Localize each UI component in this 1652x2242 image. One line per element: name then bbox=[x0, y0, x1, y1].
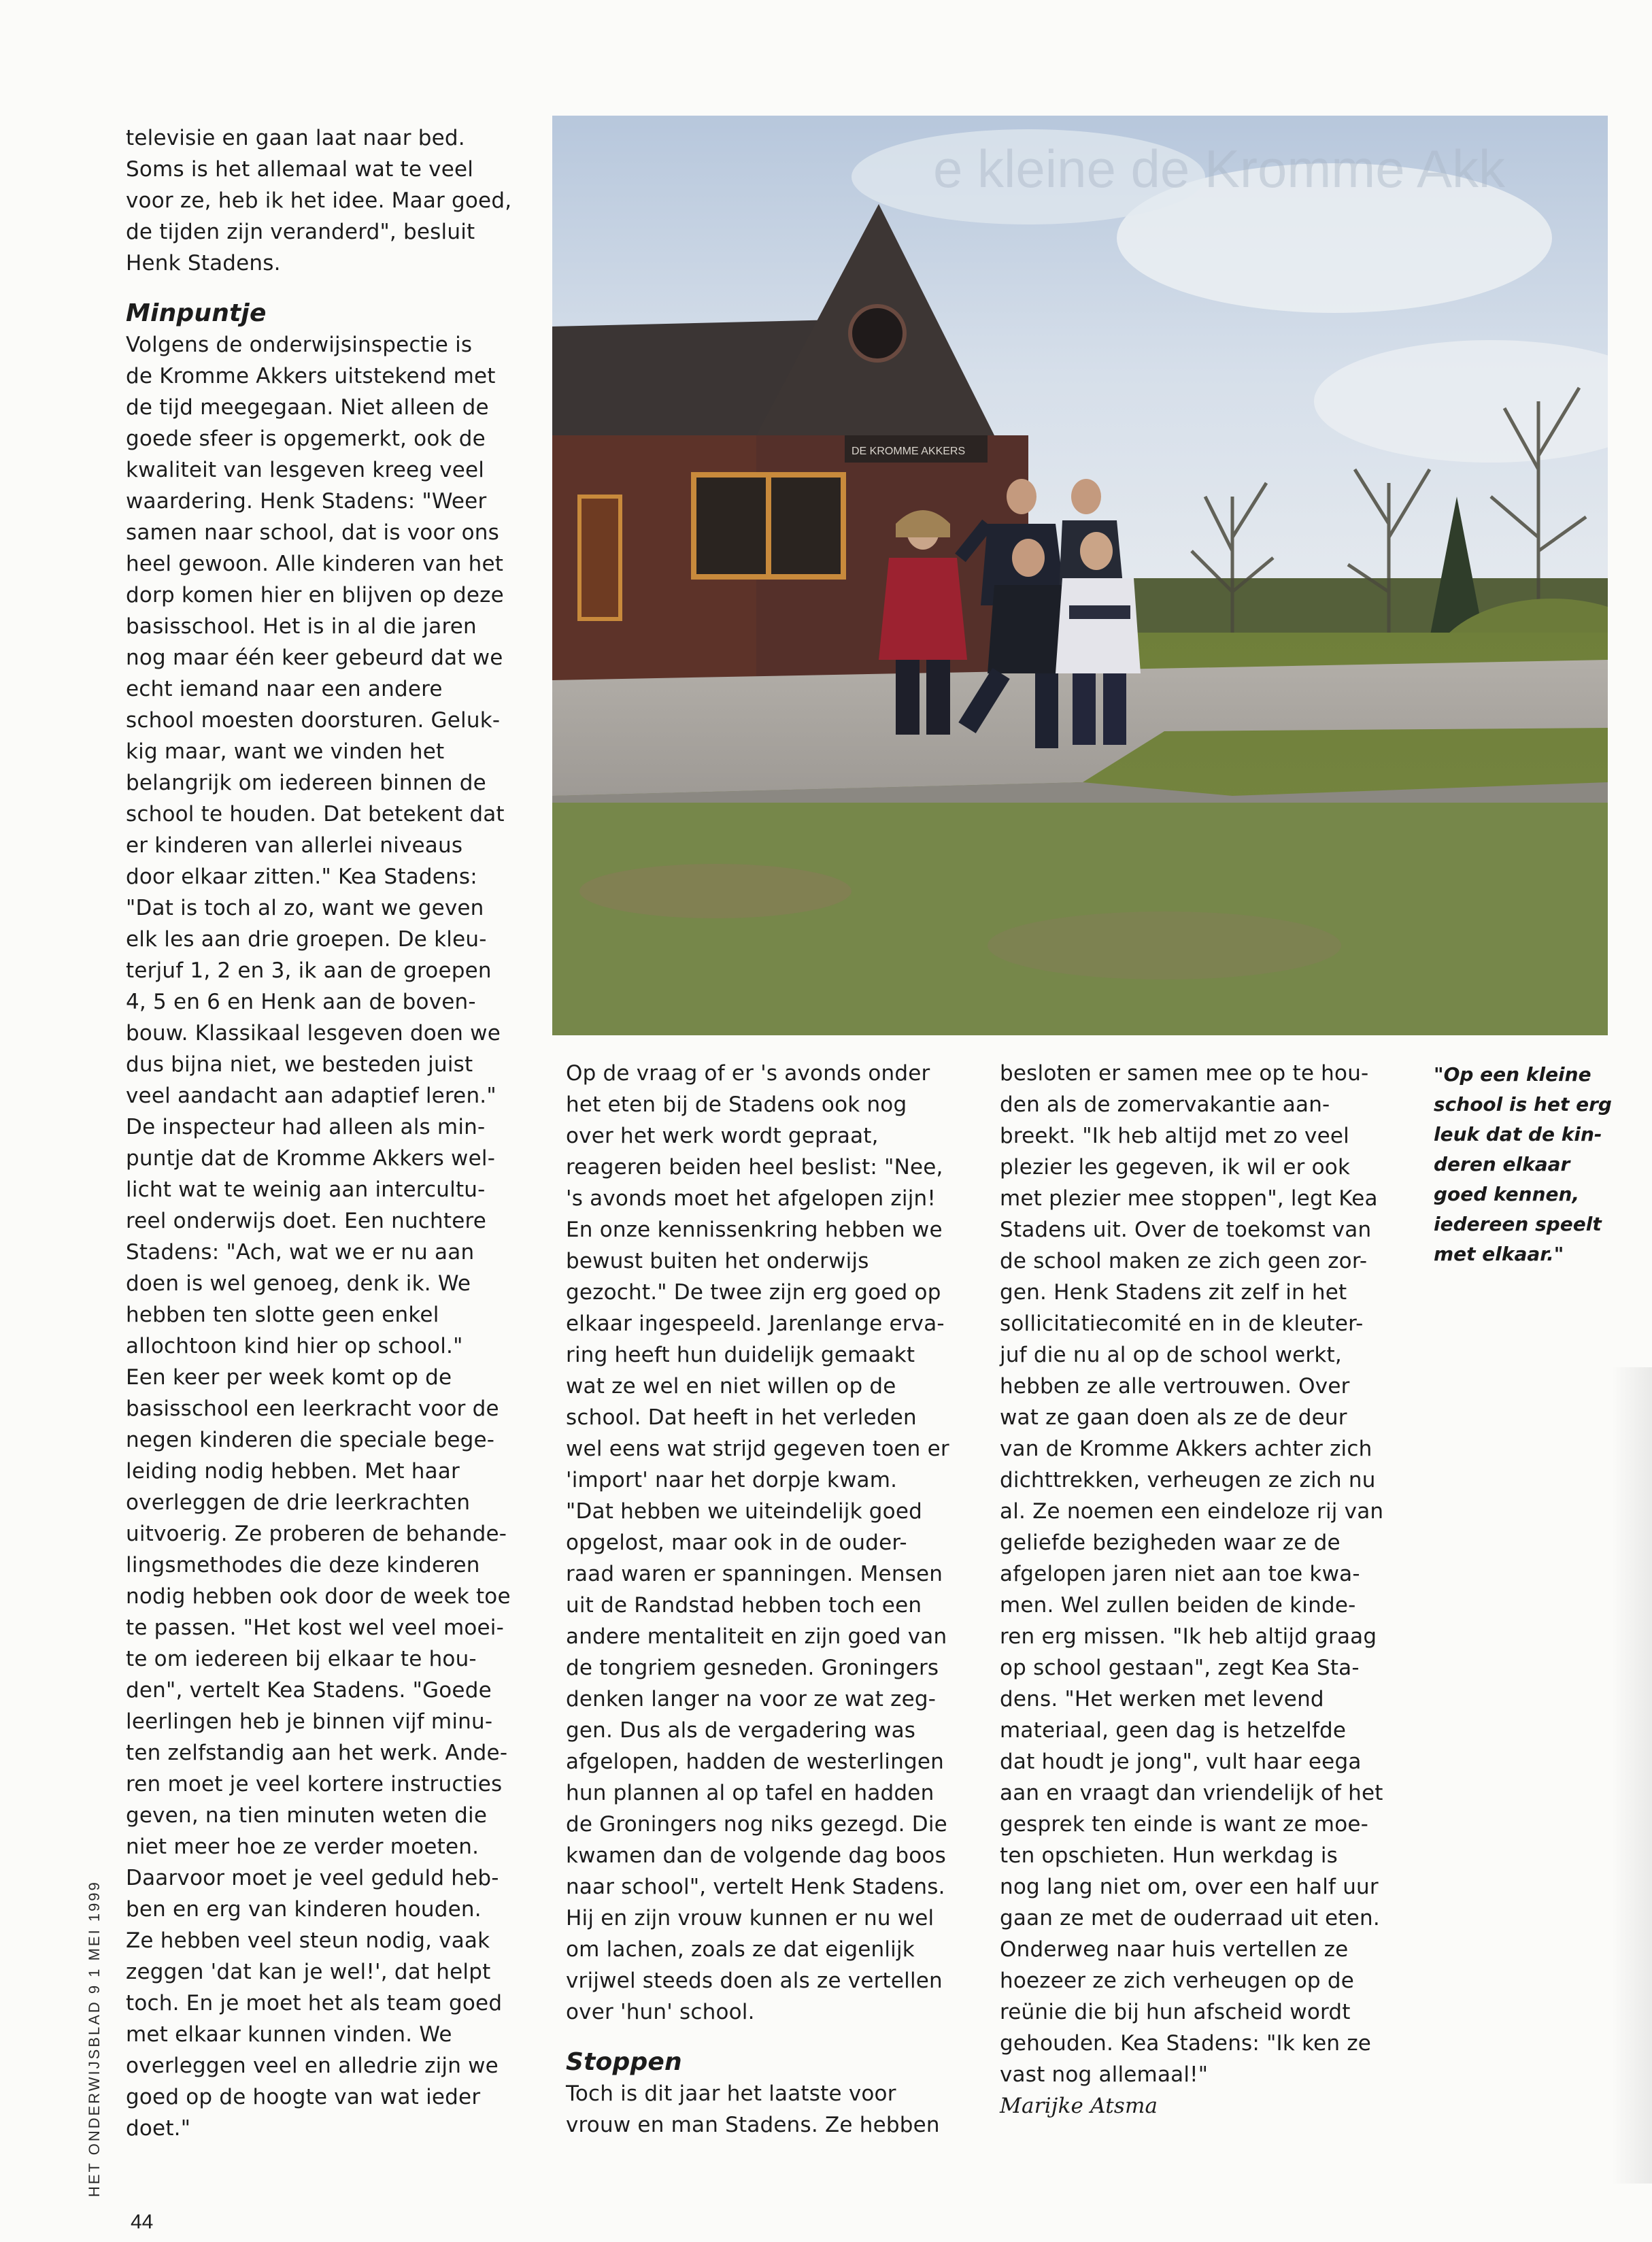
body-text-line: zeggen 'dat kan je wel!', dat helpt bbox=[126, 1960, 491, 1984]
pull-quote-line: goed kennen, bbox=[1434, 1183, 1580, 1205]
body-text-line: terjuf 1, 2 en 3, ik aan de groepen bbox=[126, 958, 492, 983]
body-text-line: niet meer hoe ze verder moeten. bbox=[126, 1835, 479, 1859]
body-text-line: vrijwel steeds doen als ze vertellen bbox=[566, 1969, 943, 1993]
body-text-line: materiaal, geen dag is hetzelfde bbox=[1000, 1718, 1347, 1743]
body-text-line: plezier les gegeven, ik wil er ook bbox=[1000, 1155, 1351, 1179]
body-text-line: geven, na tien minuten weten die bbox=[126, 1803, 488, 1828]
body-text-line: elkaar ingespeeld. Jarenlange erva- bbox=[566, 1311, 945, 1336]
pull-quote-line: met elkaar." bbox=[1434, 1243, 1564, 1265]
body-text-line: juf die nu al op de school werkt, bbox=[1000, 1343, 1342, 1367]
body-text-line: "Dat hebben we uiteindelijk goed bbox=[566, 1499, 922, 1524]
body-text-line: school moesten doorsturen. Geluk- bbox=[126, 708, 501, 733]
pull-quote bbox=[1434, 1060, 1638, 1269]
body-text-line: wat ze gaan doen als ze de deur bbox=[1000, 1405, 1347, 1430]
body-text-line: hebben ze alle vertrouwen. Over bbox=[1000, 1374, 1350, 1399]
article-column-1 bbox=[126, 122, 527, 2144]
body-text-line: dens. "Het werken met levend bbox=[1000, 1687, 1324, 1711]
body-text-line: denken langer na voor ze wat zeg- bbox=[566, 1687, 937, 1711]
body-text-line: aan en vraagt dan vriendelijk of het bbox=[1000, 1781, 1383, 1805]
col1-body bbox=[126, 329, 527, 2144]
body-text-line: veel aandacht aan adaptief leren." bbox=[126, 1084, 496, 1108]
body-text-line: de tijd meegegaan. Niet alleen de bbox=[126, 395, 489, 420]
body-text-line: om lachen, zoals ze dat eigenlijk bbox=[566, 1937, 915, 1962]
body-text-line: kwamen dan de volgende dag boos bbox=[566, 1843, 946, 1868]
body-text-line: ren moet je veel kortere instructies bbox=[126, 1772, 503, 1796]
body-text-line: toch. En je moet het als team goed bbox=[126, 1991, 503, 2015]
body-text-line: school te houden. Dat betekent dat bbox=[126, 802, 505, 826]
body-text-line: waardering. Henk Stadens: "Weer bbox=[126, 489, 487, 514]
body-text-line: raad waren er spanningen. Mensen bbox=[566, 1562, 943, 1586]
body-text-line: Op de vraag of er 's avonds onder bbox=[566, 1061, 930, 1086]
body-text-line: de Kromme Akkers uitstekend met bbox=[126, 364, 496, 388]
body-text-line: de tijden zijn veranderd", besluit bbox=[126, 220, 475, 244]
body-text-line: Toch is dit jaar het laatste voor bbox=[566, 2081, 896, 2106]
pull-quote-line: "Op een kleine bbox=[1434, 1063, 1591, 1086]
body-text-line: 4, 5 en 6 en Henk aan de boven- bbox=[126, 990, 476, 1014]
author-byline: Marijke Atsma bbox=[1000, 2094, 1158, 2118]
running-footer-text: HET ONDERWIJSBLAD 9 1 MEI 1999 bbox=[86, 1880, 103, 2197]
body-text-line: den als de zomervakantie aan- bbox=[1000, 1092, 1330, 1117]
body-text-line: dat houdt je jong", vult haar eega bbox=[1000, 1750, 1362, 1774]
body-text-line: Soms is het allemaal wat te veel bbox=[126, 157, 474, 182]
body-text-line: hoezeer ze zich verheugen op de bbox=[1000, 1969, 1355, 1993]
body-text-line: ring heeft hun duidelijk gemaakt bbox=[566, 1343, 915, 1367]
body-text-line: school. Dat heeft in het verleden bbox=[566, 1405, 917, 1430]
body-text-line: lingsmethodes die deze kinderen bbox=[126, 1553, 480, 1577]
body-text-line: dichttrekken, verheugen ze zich nu bbox=[1000, 1468, 1376, 1492]
body-text-line: 'import' naar het dorpje kwam. bbox=[566, 1468, 898, 1492]
body-text-line: ben en erg van kinderen houden. bbox=[126, 1897, 482, 1922]
body-text-line: gen. Henk Stadens zit zelf in het bbox=[1000, 1280, 1347, 1305]
body-text-line: vast nog allemaal!" bbox=[1000, 2062, 1209, 2087]
body-text-line: basisschool. Het is in al die jaren bbox=[126, 614, 477, 639]
body-text-line: besloten er samen mee op te hou- bbox=[1000, 1061, 1369, 1086]
col3-body bbox=[1000, 1058, 1401, 2090]
body-text-line: de school maken ze zich geen zor- bbox=[1000, 1249, 1368, 1273]
running-footer bbox=[80, 1803, 107, 2197]
body-text-line: elk les aan drie groepen. De kleu- bbox=[126, 927, 487, 952]
body-text-line: bewust buiten het onderwijs bbox=[566, 1249, 869, 1273]
body-text-line: Daarvoor moet je veel geduld heb- bbox=[126, 1866, 499, 1890]
pull-quote-line: school is het erg bbox=[1434, 1093, 1612, 1116]
photo-school-sign: DE KROMME AKKERS bbox=[852, 446, 966, 457]
body-text-line: 's avonds moet het afgelopen zijn! bbox=[566, 1186, 937, 1211]
article-column-3 bbox=[1000, 1058, 1401, 2122]
body-text-line: negen kinderen die speciale bege- bbox=[126, 1428, 495, 1452]
body-text-line: "Dat is toch al zo, want we geven bbox=[126, 896, 484, 920]
body-text-line: kwaliteit van lesgeven kreeg veel bbox=[126, 458, 485, 482]
body-text-line: gen. Dus als de vergadering was bbox=[566, 1718, 916, 1743]
col1-intro bbox=[126, 122, 527, 279]
body-text-line: met plezier mee stoppen", legt Kea bbox=[1000, 1186, 1378, 1211]
body-text-line: ren erg missen. "Ik heb altijd graag bbox=[1000, 1624, 1377, 1649]
body-text-line: De inspecteur had alleen als min- bbox=[126, 1115, 486, 1139]
pull-quote-line: deren elkaar bbox=[1434, 1153, 1570, 1175]
body-text-line: dus bijna niet, we besteden juist bbox=[126, 1052, 473, 1077]
pull-quote-line: leuk dat de kin- bbox=[1434, 1123, 1602, 1145]
body-text-line: hebben ten slotte geen enkel bbox=[126, 1303, 439, 1327]
body-text-line: hun plannen al op tafel en hadden bbox=[566, 1781, 934, 1805]
body-text-line: goed op de hoogte van wat ieder bbox=[126, 2085, 481, 2109]
body-text-line: overleggen veel en alledrie zijn we bbox=[126, 2054, 499, 2078]
body-text-line: Ze hebben veel steun nodig, vaak bbox=[126, 1928, 490, 1953]
body-text-line: reünie die bij hun afscheid wordt bbox=[1000, 2000, 1351, 2024]
pull-quote-line: iedereen speelt bbox=[1434, 1213, 1602, 1235]
body-text-line: er kinderen van allerlei niveaus bbox=[126, 833, 463, 858]
body-text-line: licht wat te weinig aan intercultu- bbox=[126, 1177, 486, 1202]
body-text-line: vrouw en man Stadens. Ze hebben bbox=[566, 2113, 940, 2137]
body-text-line: van de Kromme Akkers achter zich bbox=[1000, 1437, 1372, 1461]
body-text-line: nodig hebben ook door de week toe bbox=[126, 1584, 511, 1609]
body-text-line: doen is wel genoeg, denk ik. We bbox=[126, 1271, 471, 1296]
body-text-line: al. Ze noemen een eindeloze rij van bbox=[1000, 1499, 1384, 1524]
col2-body bbox=[566, 1058, 967, 2028]
body-text-line: nog maar één keer gebeurd dat we bbox=[126, 646, 503, 670]
body-text-line: Stadens uit. Over de toekomst van bbox=[1000, 1218, 1372, 1242]
body-text-line: doet." bbox=[126, 2116, 191, 2141]
body-text-line: dorp komen hier en blijven op deze bbox=[126, 583, 504, 607]
body-text-line: gezocht." De twee zijn erg goed op bbox=[566, 1280, 941, 1305]
body-text-line: reageren beiden heel beslist: "Nee, bbox=[566, 1155, 943, 1179]
body-text-line: door elkaar zitten." Kea Stadens: bbox=[126, 865, 477, 889]
body-text-line: puntje dat de Kromme Akkers wel- bbox=[126, 1146, 496, 1171]
body-text-line: overleggen de drie leerkrachten bbox=[126, 1490, 471, 1515]
body-text-line: breekt. "Ik heb altijd met zo veel bbox=[1000, 1124, 1349, 1148]
body-text-line: echt iemand naar een andere bbox=[126, 677, 443, 701]
body-text-line: andere mentaliteit en zijn goed van bbox=[566, 1624, 947, 1649]
body-text-line: ten zelfstandig aan het werk. Ande- bbox=[126, 1741, 508, 1765]
body-text-line: de Groningers nog niks gezegd. Die bbox=[566, 1812, 947, 1837]
body-text-line: bouw. Klassikaal lesgeven doen we bbox=[126, 1021, 501, 1045]
body-text-line: uitvoerig. Ze proberen de behande- bbox=[126, 1522, 507, 1546]
body-text-line: belangrijk om iedereen binnen de bbox=[126, 771, 486, 795]
body-text-line: over 'hun' school. bbox=[566, 2000, 755, 2024]
body-text-line: Henk Stadens. bbox=[126, 251, 281, 275]
body-text-line: men. Wel zullen beiden de kinde- bbox=[1000, 1593, 1356, 1618]
body-text-line: gehouden. Kea Stadens: "Ik ken ze bbox=[1000, 2031, 1372, 2056]
section-heading-stoppen: Stoppen bbox=[566, 2048, 682, 2076]
article-column-2 bbox=[566, 1058, 967, 2141]
body-text-line: Onderweg naar huis vertellen ze bbox=[1000, 1937, 1349, 1962]
body-text-line: ten opschieten. Hun werkdag is bbox=[1000, 1843, 1338, 1868]
body-text-line: geliefde bezigheden waar ze de bbox=[1000, 1530, 1341, 1555]
body-text-line: afgelopen jaren niet aan toe kwa- bbox=[1000, 1562, 1360, 1586]
body-text-line: leiding nodig hebben. Met haar bbox=[126, 1459, 460, 1484]
body-text-line: het eten bij de Stadens ook nog bbox=[566, 1092, 907, 1117]
body-text-line: samen naar school, dat is voor ons bbox=[126, 520, 499, 545]
body-text-line: wat ze wel en niet willen op de bbox=[566, 1374, 896, 1399]
body-text-line: wel eens wat strijd gegeven toen er bbox=[566, 1437, 949, 1461]
body-text-line: nog lang niet om, over een half uur bbox=[1000, 1875, 1379, 1899]
body-text-line: kig maar, want we vinden het bbox=[126, 739, 445, 764]
photo-background-text: e kleine de Kromme Akk bbox=[933, 139, 1506, 199]
body-text-line: met elkaar kunnen vinden. We bbox=[126, 2022, 452, 2047]
section-heading-minpuntje: Minpuntje bbox=[126, 299, 267, 327]
body-text-line: den", vertelt Kea Stadens. "Goede bbox=[126, 1678, 492, 1703]
school-photo bbox=[552, 116, 1608, 1035]
body-text-line: Een keer per week komt op de bbox=[126, 1365, 452, 1390]
body-text-line: de tongriem gesneden. Groningers bbox=[566, 1656, 939, 1680]
body-text-line: allochtoon kind hier op school." bbox=[126, 1334, 463, 1358]
body-text-line: gaan ze met de ouderraad uit eten. bbox=[1000, 1906, 1380, 1930]
body-text-line: op school gestaan", zegt Kea Sta- bbox=[1000, 1656, 1360, 1680]
body-text-line: basisschool een leerkracht voor de bbox=[126, 1396, 499, 1421]
body-text-line: afgelopen, hadden de westerlingen bbox=[566, 1750, 944, 1774]
body-text-line: heel gewoon. Alle kinderen van het bbox=[126, 552, 504, 576]
show-through-shadow bbox=[1612, 1367, 1652, 2184]
body-text-line: Volgens de onderwijsinspectie is bbox=[126, 333, 473, 357]
body-text-line: over het werk wordt gepraat, bbox=[566, 1124, 879, 1148]
page-number: 44 bbox=[131, 2211, 154, 2233]
body-text-line: te passen. "Het kost wel veel moei- bbox=[126, 1616, 504, 1640]
body-text-line: te om iedereen bij elkaar te hou- bbox=[126, 1647, 477, 1671]
body-text-line: Stadens: "Ach, wat we er nu aan bbox=[126, 1240, 475, 1265]
body-text-line: goede sfeer is opgemerkt, ook de bbox=[126, 426, 486, 451]
body-text-line: reel onderwijs doet. Een nuchtere bbox=[126, 1209, 487, 1233]
body-text-line: sollicitatiecomité en in de kleuter- bbox=[1000, 1311, 1364, 1336]
body-text-line: televisie en gaan laat naar bed. bbox=[126, 126, 465, 150]
body-text-line: Hij en zijn vrouw kunnen er nu wel bbox=[566, 1906, 934, 1930]
body-text-line: naar school", vertelt Henk Stadens. bbox=[566, 1875, 945, 1899]
body-text-line: leerlingen heb je binnen vijf minu- bbox=[126, 1709, 493, 1734]
body-text-line: gesprek ten einde is want ze moe- bbox=[1000, 1812, 1369, 1837]
col2-tail bbox=[566, 2078, 967, 2141]
body-text-line: voor ze, heb ik het idee. Maar goed, bbox=[126, 188, 512, 213]
body-text-line: opgelost, maar ook in de ouder- bbox=[566, 1530, 907, 1555]
body-text-line: uit de Randstad hebben toch een bbox=[566, 1593, 922, 1618]
body-text-line: En onze kennissenkring hebben we bbox=[566, 1218, 943, 1242]
